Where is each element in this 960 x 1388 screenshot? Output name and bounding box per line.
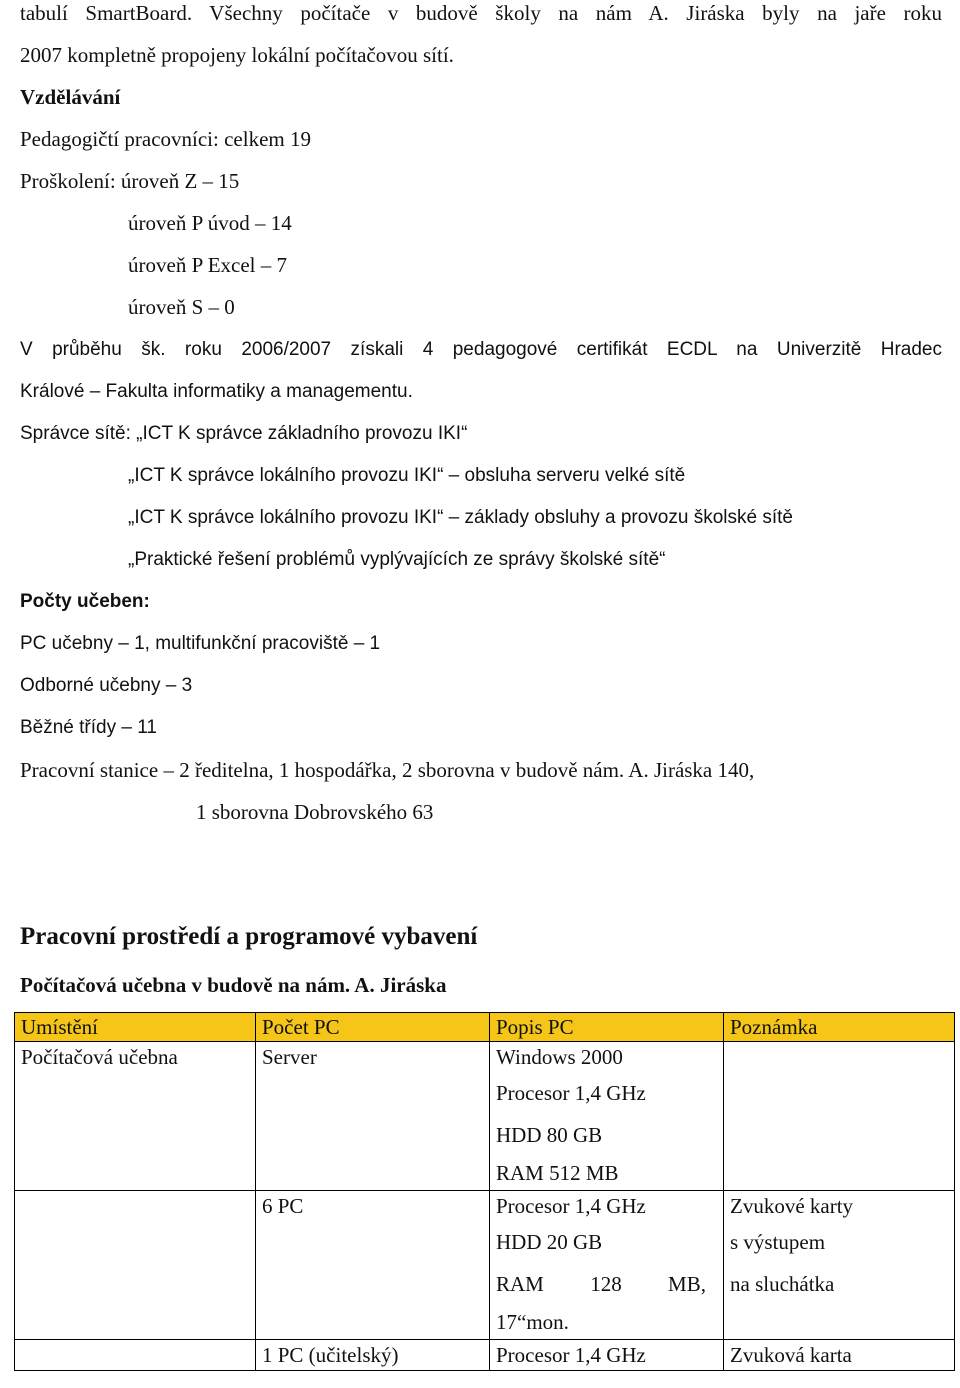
special-classrooms: Odborné učebny – 3	[20, 675, 193, 696]
header-location: Umístění	[15, 1013, 256, 1042]
header-note: Poznámka	[724, 1013, 955, 1042]
ram-label: RAM	[496, 1272, 544, 1296]
cell-note	[724, 1191, 955, 1340]
classrooms-heading: Počty učeben:	[20, 591, 150, 612]
admin-course-3: „ICT K správce lokálního provozu IKI“ – základy obsluhy a provozu školské sítě	[128, 507, 793, 528]
desc-line: HDD 20 GB	[496, 1230, 603, 1254]
note-line: Zvukové karty	[730, 1194, 854, 1218]
cell-note	[724, 1340, 955, 1371]
desc-line: RAM 512 MB	[496, 1161, 619, 1185]
ram-value: 128	[590, 1272, 622, 1296]
education-heading: Vzdělávání	[20, 85, 121, 109]
table-row	[15, 1340, 955, 1371]
note-line: na sluchátka	[730, 1272, 835, 1296]
staff-count: Pedagogičtí pracovníci: celkem 19	[20, 127, 311, 151]
count-text: Server	[262, 1045, 317, 1069]
cell-note	[724, 1042, 955, 1191]
pc-classrooms: PC učebny – 1, multifunkční pracoviště – 1	[20, 633, 381, 654]
ram-unit: MB,	[668, 1272, 706, 1296]
ecdl-line-2: Králové – Fakulta informatiky a managementu.	[20, 381, 413, 402]
cell-location	[15, 1191, 256, 1340]
desc-line: 17“mon.	[496, 1310, 569, 1334]
cell-description	[490, 1042, 724, 1191]
training-level-s: úroveň S – 0	[128, 295, 235, 319]
cell-count	[256, 1191, 490, 1340]
regular-classrooms: Běžné třídy – 11	[20, 717, 157, 738]
cell-description	[490, 1340, 724, 1371]
training-level-p-excel: úroveň P Excel – 7	[128, 253, 288, 277]
intro-line-2: 2007 kompletně propojeny lokální počítačovou sítí.	[20, 43, 454, 67]
desc-line: Windows 2000	[496, 1045, 623, 1069]
ecdl-line-1: V průběhu šk. roku 2006/2007 získali 4 pedagogové certifikát ECDL na Univerzitě Hradec	[20, 339, 942, 360]
training-level-z: Proškolení: úroveň Z – 15	[20, 169, 240, 193]
desc-line: Procesor 1,4 GHz	[496, 1194, 646, 1218]
table-header-row	[15, 1013, 955, 1042]
note-line: Zvuková karta	[730, 1343, 852, 1367]
admin-course-1: Správce sítě: „ICT K správce základního provozu IKI“	[20, 423, 468, 444]
cell-count	[256, 1340, 490, 1371]
workstations-line-1: Pracovní stanice – 2 ředitelna, 1 hospodářka, 2 sborovna v budově nám. A. Jiráska 140,	[20, 758, 755, 782]
desc-line: Procesor 1,4 GHz	[496, 1343, 646, 1367]
header-description: Popis PC	[490, 1013, 724, 1042]
desc-line: Procesor 1,4 GHz	[496, 1081, 646, 1105]
note-line: s výstupem	[730, 1230, 826, 1254]
workstations-line-2: 1 sborovna Dobrovského 63	[196, 800, 434, 824]
desc-line: HDD 80 GB	[496, 1123, 603, 1147]
intro-line-1: tabulí SmartBoard. Všechny počítače v budově školy na nám A. Jiráska byly na jaře roku	[20, 1, 942, 25]
cell-count	[256, 1042, 490, 1191]
location-text: Počítačová učebna	[21, 1045, 178, 1069]
cell-location	[15, 1042, 256, 1191]
count-text: 1 PC (učitelský)	[262, 1343, 399, 1367]
training-level-p-intro: úroveň P úvod – 14	[128, 211, 292, 235]
admin-course-2: „ICT K správce lokálního provozu IKI“ – obsluha serveru velké sítě	[128, 465, 686, 486]
table-row	[15, 1191, 955, 1340]
table-row	[15, 1042, 955, 1191]
admin-course-4: „Praktické řešení problémů vyplývajících ze správy školské sítě“	[128, 549, 666, 570]
cell-description	[490, 1191, 724, 1340]
equipment-table	[14, 1012, 955, 1371]
cell-location	[15, 1340, 256, 1371]
count-text: 6 PC	[262, 1194, 304, 1218]
section-heading: Pracovní prostředí a programové vybavení	[20, 923, 478, 950]
header-count: Počet PC	[256, 1013, 490, 1042]
desc-line-ram	[496, 1263, 706, 1305]
section-subheading: Počítačová učebna v budově na nám. A. Jiráska	[20, 973, 447, 997]
